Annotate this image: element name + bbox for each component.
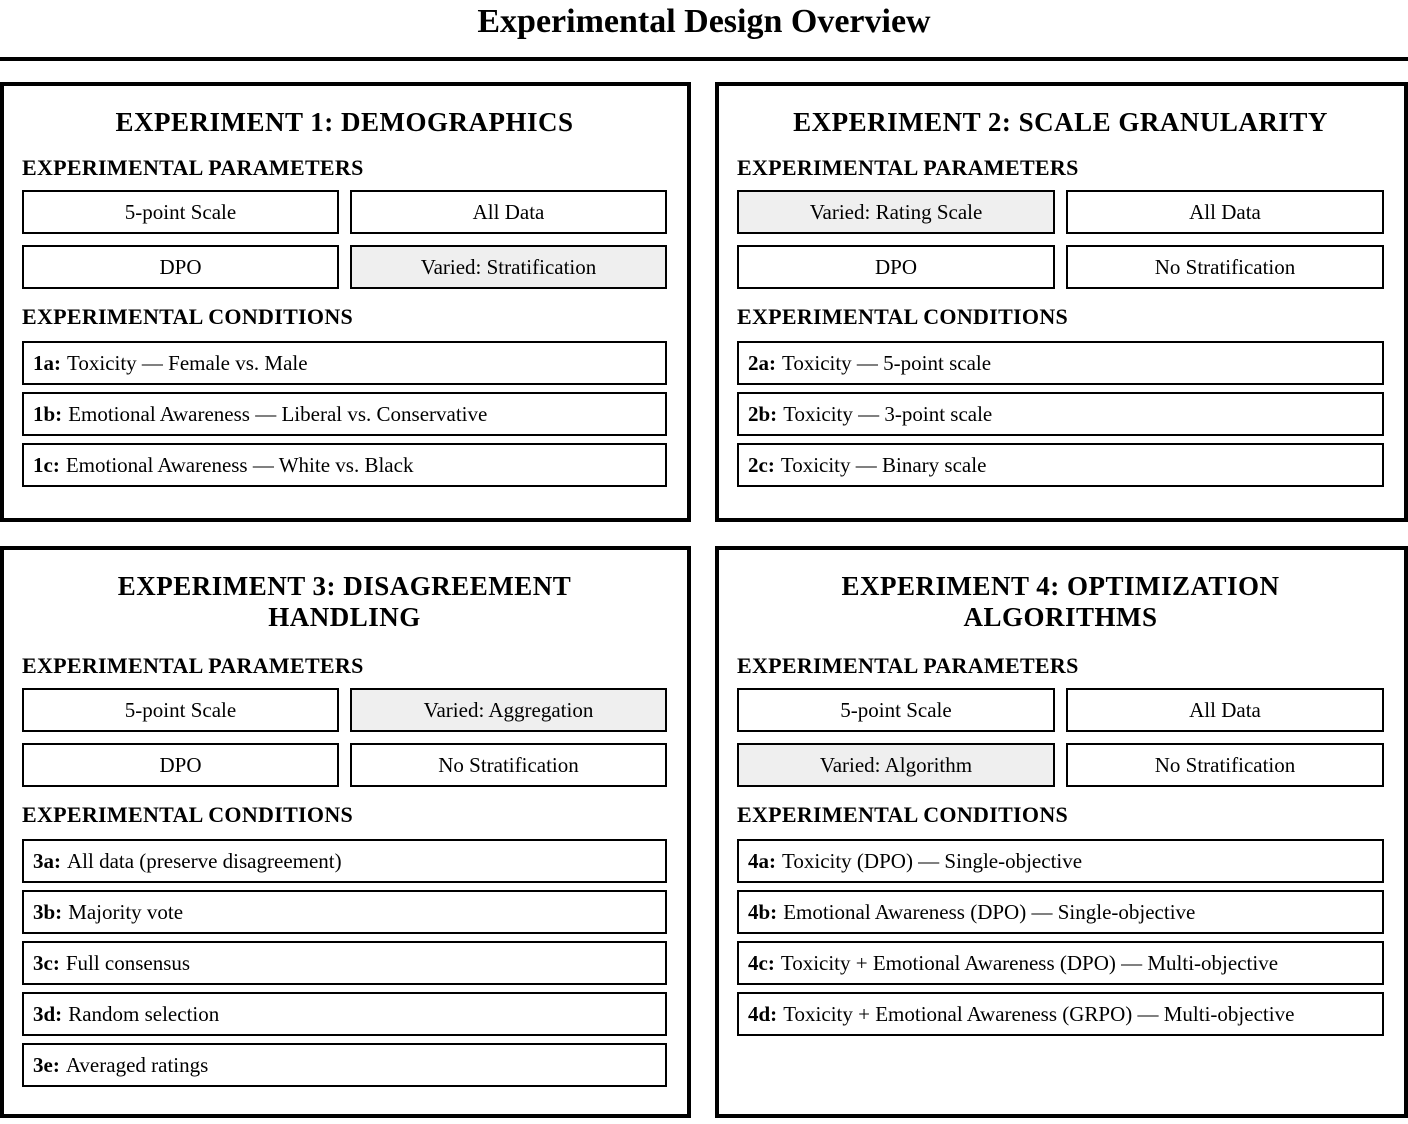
condition-text: Majority vote xyxy=(68,899,184,924)
condition-text: Toxicity + Emotional Awareness (GRPO) — Multi-objective xyxy=(783,1001,1295,1026)
condition-id: 1a: xyxy=(33,350,61,375)
conditions-list xyxy=(22,341,667,487)
condition-text: Random selection xyxy=(68,1001,220,1026)
condition-text: Emotional Awareness — Liberal vs. Conservative xyxy=(68,401,488,426)
condition-item xyxy=(737,839,1384,883)
condition-item xyxy=(22,839,667,883)
condition-id: 2b: xyxy=(748,401,778,426)
parameter-box: DPO xyxy=(22,245,339,289)
condition-id: 3b: xyxy=(33,899,63,924)
condition-item xyxy=(737,392,1384,436)
condition-id: 1c: xyxy=(33,452,60,477)
condition-id: 4c: xyxy=(748,950,775,975)
condition-text: Emotional Awareness — White vs. Black xyxy=(65,452,414,477)
parameters-heading: EXPERIMENTAL PARAMETERS xyxy=(22,653,364,678)
condition-id: 3d: xyxy=(33,1001,63,1026)
condition-item xyxy=(737,341,1384,385)
parameter-box: All Data xyxy=(1066,190,1384,234)
parameter-box: All Data xyxy=(1066,688,1384,732)
parameter-box: DPO xyxy=(737,245,1055,289)
experiment-2-panel xyxy=(715,82,1408,522)
condition-item xyxy=(737,941,1384,985)
parameter-box: No Stratification xyxy=(1066,245,1384,289)
condition-item xyxy=(737,992,1384,1036)
condition-text: Emotional Awareness (DPO) — Single-objective xyxy=(783,899,1196,924)
parameters-grid xyxy=(737,190,1384,289)
parameters-grid xyxy=(22,190,667,289)
parameters-heading: EXPERIMENTAL PARAMETERS xyxy=(737,155,1079,180)
condition-item xyxy=(22,992,667,1036)
condition-id: 2c: xyxy=(748,452,775,477)
condition-text: Toxicity — Binary scale xyxy=(780,452,987,477)
parameter-box: 5-point Scale xyxy=(737,688,1055,732)
experiment-1-panel xyxy=(0,82,691,522)
condition-item xyxy=(737,443,1384,487)
experiment-title: EXPERIMENT 3: DISAGREEMENT HANDLING xyxy=(117,571,572,632)
parameters-heading: EXPERIMENTAL PARAMETERS xyxy=(22,155,364,180)
condition-text: Averaged ratings xyxy=(65,1052,209,1077)
conditions-list xyxy=(737,341,1384,487)
varied-parameter-box: Varied: Algorithm xyxy=(737,743,1055,787)
conditions-heading: EXPERIMENTAL CONDITIONS xyxy=(737,304,1069,329)
condition-item xyxy=(22,1043,667,1087)
experiment-3-panel xyxy=(0,546,691,1118)
parameter-box: No Stratification xyxy=(1066,743,1384,787)
condition-id: 3e: xyxy=(33,1052,60,1077)
parameter-box: No Stratification xyxy=(350,743,667,787)
varied-parameter-box: Varied: Stratification xyxy=(350,245,667,289)
condition-item xyxy=(737,890,1384,934)
condition-text: All data (preserve disagreement) xyxy=(67,848,342,873)
varied-parameter-box: Varied: Aggregation xyxy=(350,688,667,732)
parameter-box: DPO xyxy=(22,743,339,787)
condition-id: 2a: xyxy=(748,350,776,375)
parameter-box: All Data xyxy=(350,190,667,234)
condition-id: 3a: xyxy=(33,848,61,873)
condition-text: Full consensus xyxy=(65,950,191,975)
condition-id: 3c: xyxy=(33,950,60,975)
condition-item xyxy=(22,941,667,985)
parameter-box: 5-point Scale xyxy=(22,688,339,732)
varied-parameter-box: Varied: Rating Scale xyxy=(737,190,1055,234)
experiment-title: EXPERIMENT 1: DEMOGRAPHICS xyxy=(115,107,574,137)
conditions-list xyxy=(737,839,1384,1036)
condition-id: 1b: xyxy=(33,401,63,426)
parameters-grid xyxy=(22,688,667,787)
condition-item xyxy=(22,443,667,487)
conditions-heading: EXPERIMENTAL CONDITIONS xyxy=(737,802,1069,827)
condition-text: Toxicity — Female vs. Male xyxy=(67,350,308,375)
condition-text: Toxicity — 3-point scale xyxy=(783,401,993,426)
condition-text: Toxicity (DPO) — Single-objective xyxy=(782,848,1083,873)
parameters-grid xyxy=(737,688,1384,787)
experiment-title: EXPERIMENT 2: SCALE GRANULARITY xyxy=(793,107,1328,137)
conditions-list xyxy=(22,839,667,1087)
parameter-box: 5-point Scale xyxy=(22,190,339,234)
conditions-heading: EXPERIMENTAL CONDITIONS xyxy=(22,802,354,827)
condition-id: 4b: xyxy=(748,899,778,924)
title-divider xyxy=(0,57,1408,61)
condition-text: Toxicity — 5-point scale xyxy=(782,350,992,375)
condition-item xyxy=(22,392,667,436)
condition-id: 4d: xyxy=(748,1001,778,1026)
condition-item xyxy=(22,341,667,385)
experiment-title: EXPERIMENT 4: OPTIMIZATION ALGORITHMS xyxy=(841,571,1280,632)
parameters-heading: EXPERIMENTAL PARAMETERS xyxy=(737,653,1079,678)
condition-id: 4a: xyxy=(748,848,776,873)
experiment-4-panel xyxy=(715,546,1408,1118)
page-title: Experimental Design Overview xyxy=(477,3,931,40)
conditions-heading: EXPERIMENTAL CONDITIONS xyxy=(22,304,354,329)
condition-text: Toxicity + Emotional Awareness (DPO) — Multi-objective xyxy=(780,950,1279,975)
condition-item xyxy=(22,890,667,934)
